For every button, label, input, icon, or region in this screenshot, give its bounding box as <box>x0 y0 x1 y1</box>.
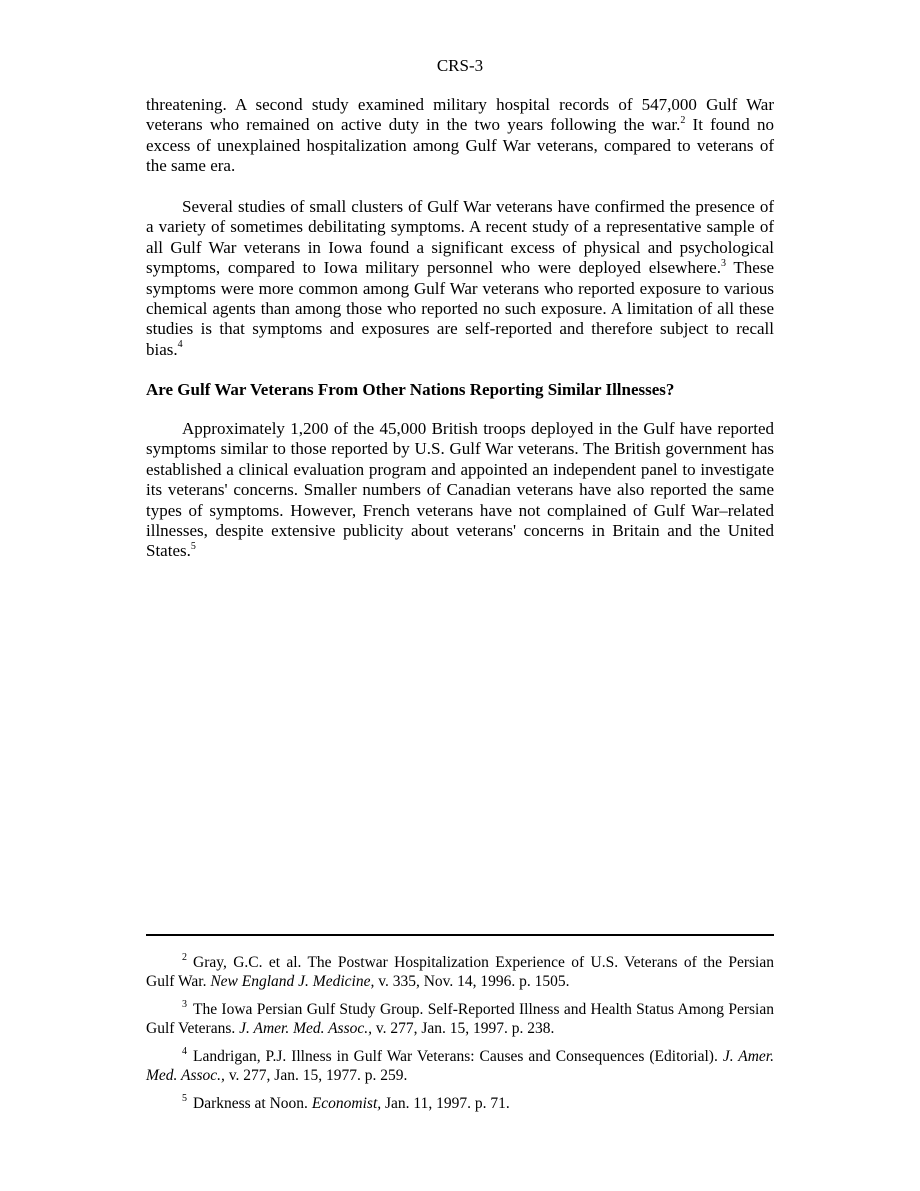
footnote-citation: Jan. 11, 1997. p. 71. <box>381 1095 510 1112</box>
footnote-citation: v. 277, Jan. 15, 1997. p. 238. <box>372 1020 555 1037</box>
footnote-number: 2 <box>182 951 187 963</box>
paragraph-2 <box>146 197 774 360</box>
paragraph-3-text: Approximately 1,200 of the 45,000 British troops deployed in the Gulf have reported symptoms similar to those reported by U.S. Gulf War veterans. The British government has established a clinical evaluation program and appointed an independent panel to investigate its veterans' concerns. Smaller numbers of Canadian veterans have also reported the same types of symptoms. However, French veterans have not complained of Gulf War–related illnesses, despite extensive publicity about veterans' concerns in Britain and the United States. <box>146 419 774 561</box>
footnote-divider <box>146 934 774 936</box>
footnote-number: 5 <box>182 1092 187 1104</box>
paragraph-1-text: threatening. A second study examined military hospital records of 547,000 Gulf War veterans who remained on active duty in the two years following the war. <box>146 95 774 135</box>
footnote-citation: v. 277, Jan. 15, 1977. p. 259. <box>224 1067 408 1084</box>
footnote-text: Darkness at Noon. <box>193 1095 312 1112</box>
paragraph-3 <box>146 419 774 562</box>
footnote-journal: Economist, <box>311 1095 382 1112</box>
footnote-5 <box>146 1094 774 1113</box>
paragraph-2-text-cont: These symptoms were more common among Gulf War veterans who reported exposure to various chemical agents than among those who reported no such exposure. A limitation of all these studies is that symptoms and exposures are self-reported and therefore subject to recall bias. <box>146 258 774 359</box>
paragraph-1-text-cont: It found no excess of unexplained hospitalization among Gulf War veterans, compared to veterans of the same era. <box>146 115 774 176</box>
section-heading: Are Gulf War Veterans From Other Nations Reporting Similar Illnesses? <box>146 380 675 399</box>
footnote-number: 4 <box>182 1045 187 1057</box>
footnote-4 <box>146 1047 774 1085</box>
page-header: CRS-3 <box>436 56 484 75</box>
footnote-journal: New England J. Medicine, <box>210 973 375 990</box>
footnote-ref-2: 2 <box>680 114 686 126</box>
footnote-journal: J. Amer. Med. Assoc., <box>239 1020 373 1037</box>
footnote-text: The Iowa Persian Gulf Study Group. Self-Reported Illness and Health Status Among Persian Gulf Veterans. <box>146 1001 774 1037</box>
footnote-text: Gray, G.C. et al. The Postwar Hospitalization Experience of U.S. Veterans of the Persian Gulf War. <box>146 954 774 990</box>
footnote-ref-4: 4 <box>177 339 183 351</box>
footnote-ref-5: 5 <box>190 540 196 552</box>
footnote-3 <box>146 1000 774 1038</box>
footnote-journal: J. Amer. Med. Assoc., <box>146 1048 774 1084</box>
paragraph-2-text: Several studies of small clusters of Gulf War veterans have confirmed the presence of a variety of sometimes debilitating symptoms. A recent study of a representative sample of all Gulf War veterans in Iowa found a significant excess of physical and psychological symptoms, compared to Iowa military personnel who were deployed elsewhere. <box>146 197 774 278</box>
footnote-2 <box>146 953 774 991</box>
paragraph-1 <box>146 95 774 177</box>
footnote-number: 3 <box>182 998 187 1010</box>
footnote-ref-3: 3 <box>720 257 726 269</box>
footnote-text: Landrigan, P.J. Illness in Gulf War Veterans: Causes and Consequences (Editorial). <box>193 1048 723 1065</box>
footnotes <box>146 953 774 1122</box>
footnote-citation: v. 335, Nov. 14, 1996. p. 1505. <box>374 973 570 990</box>
